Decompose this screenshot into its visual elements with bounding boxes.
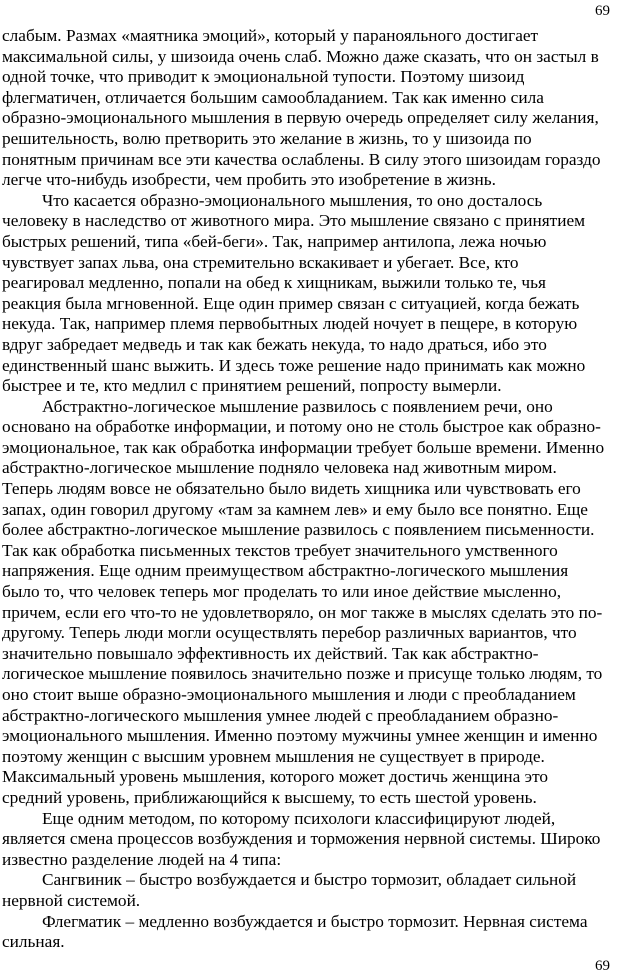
text-line: Абстрактно-логическое мышление развилось с появлением речи, оно [42,396,553,416]
text-line: Так как обработка письменных текстов требует значительного умственного [2,540,558,560]
text-line: понятным причинам все эти качества ослаблены. В силу этого шизоидам гораздо [2,149,601,169]
text-line: реагировал медленно, попали на обед к хищникам, выжили только те, чья [2,273,546,293]
text-line: другому. Теперь люди могли осуществлять перебор различных вариантов, что [2,623,577,643]
text-line: является смена процессов возбуждения и торможения нервной системы. Широко [2,829,601,849]
text-line: известно разделение людей на 4 типа: [2,849,282,869]
text-line: быстрых решений, типа «бей-беги». Так, например антилопа, лежа ночью [2,231,547,251]
text-line: эмоционального мышления. Именно поэтому мужчины умнее женщин и именно [2,726,598,746]
text-line: средний уровень, приближающийся к высшему, то есть шестой уровень. [2,787,537,807]
text-line: напряжения. Еще одним преимуществом абстрактно-логического мышления [2,561,569,581]
text-line: легче что-нибудь изобрести, чем пробить это изобретение в жизнь. [2,170,496,190]
text-line: эмоциональное, так как обработка информации требует больше времени. Именно [2,437,605,457]
text-line: более абстрактно-логическое мышление развилось с появлением письменности. [2,520,595,540]
text-line: Еще одним методом, по которому психологи классифицируют людей, [42,808,556,828]
text-line: основано на обработке информации, и потому оно не столь быстрое как образно- [2,417,601,437]
text-line: решительность, волю претворить это желание в жизнь, то у шизоида по [2,128,532,148]
text-line: Сангвиник – быстро возбуждается и быстро тормозит, обладает сильной [42,870,577,890]
text-line: максимальной силы, у шизоида очень слаб. Можно даже сказать, что он застыл в [2,46,599,66]
text-line: флегматичен, отличается большим самообладанием. Так как именно сила [2,87,544,107]
text-line: логическое мышление появилось значительно позже и присуще только людям, то [2,664,603,684]
page-number-bottom: 69 [595,958,610,974]
text-line: абстрактно-логического мышления умнее людей с преобладанием образно- [2,705,559,725]
text-line: Что касается образно-эмоционального мышления, то оно досталось [42,190,543,210]
text-line: Теперь людям вовсе не обязательно было видеть хищника или чувствовать его [2,479,581,499]
text-line: оно стоит выше образно-эмоционального мышления и люди с преобладанием [2,685,576,704]
text-line: поэтому женщин с высшим уровнем мышления не существует в природе. [2,746,545,766]
text-line: Флегматик – медленно возбуждается и быстро тормозит. Нервная система [42,911,588,931]
text-line: нервной системой. [2,890,141,910]
text-line: образно-эмоционального мышления в первую очередь определяет силу желания, [2,108,599,128]
text-line: абстрактно-логическое мышление подняло человека над животным миром. [2,458,557,478]
text-line: вдруг забредает медведь и так как бежать некуда, то надо драться, ибо это [2,334,547,354]
text-line: причем, если его что-то не удовлетворяло, он мог также в мыслях сделать это по- [2,602,603,622]
text-line: было то, что человек теперь мог проделать то или иное действие мысленно, [2,582,562,602]
text-line: значительно повышало эффективность их действий. Так как абстрактно- [2,643,539,663]
text-line: быстрее и те, кто медлил с принятием решений, попросту вымерли. [2,376,502,396]
text-line: Максимальный уровень мышления, которого может достичь женщина это [2,767,549,787]
text-line: реакция была мгновенной. Еще один пример связан с ситуацией, когда бежать [2,293,580,313]
text-line: запах, один говорил другому «там за камнем лев» и ему было все понятно. Еще [2,499,588,519]
text-line: одной точке, что приводит к эмоциональной тупости. Поэтому шизоид [2,67,525,87]
page-text [2,26,618,953]
page-number-top: 69 [595,3,610,19]
text-line: человеку в наследство от животного мира. Это мышление связано с принятием [2,211,586,231]
text-line: слабым. Размах «маятника эмоций», который у паранояльного достигает [2,26,539,45]
text-line: чувствует запах льва, она стремительно вскакивает и убегает. Все, кто [2,252,519,272]
text-line: сильная. [2,932,65,952]
text-line: некуда. Так, например племя первобытных людей ночует в пещере, в которую [2,314,578,334]
text-line: единственный шанс выжить. И здесь тоже решение надо принимать как можно [2,355,586,375]
